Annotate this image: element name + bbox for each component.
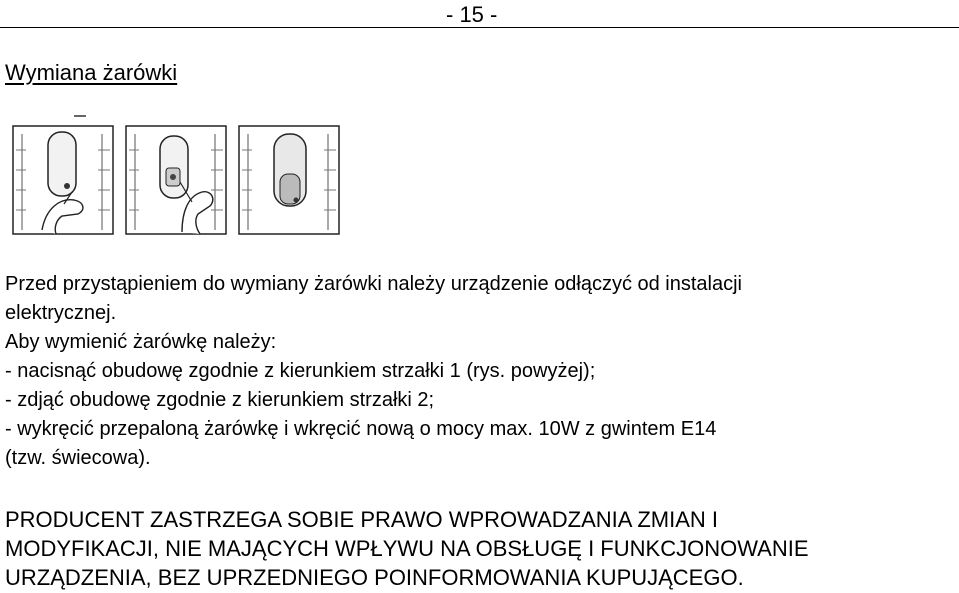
step-1-panel [13,116,113,234]
instruction-line: (tzw. świecowa). [5,447,151,469]
manufacturer-notice [5,505,955,592]
instruction-line: elektrycznej. [5,302,117,324]
step-2-panel [126,126,226,234]
notice-line: MODYFIKACJI, NIE MAJĄCYCH WPŁYWU NA OBSŁUGĘ I FUNKCJONOWANIE [5,536,809,561]
instruction-line: Aby wymienić żarówkę należy: [5,331,277,353]
section-title: Wymiana żarówki [5,60,178,85]
instruction-step: - nacisnąć obudowę zgodnie z kierunkiem strzałki 1 (rys. powyżej); [5,360,596,382]
notice-line: PRODUCENT ZASTRZEGA SOBIE PRAWO WPROWADZANIA ZMIAN I [5,507,719,532]
notice-line: URZĄDZENIA, BEZ UPRZEDNIEGO POINFORMOWANIA KUPUJĄCEGO. [5,565,744,590]
header-rule [0,27,959,28]
instruction-step: - zdjąć obudowę zgodnie z kierunkiem strzałki 2; [5,389,435,411]
step-3-panel [239,126,339,234]
page-number: - 15 - [446,2,498,27]
bulb-replacement-illustration [12,110,342,240]
instruction-step: - wykręcić przepaloną żarówkę i wkręcić nową o mocy max. 10W z gwintem E14 [5,418,717,440]
instruction-text [5,270,955,473]
instruction-line: Przed przystąpieniem do wymiany żarówki należy urządzenie odłączyć od instalacji [5,273,743,295]
